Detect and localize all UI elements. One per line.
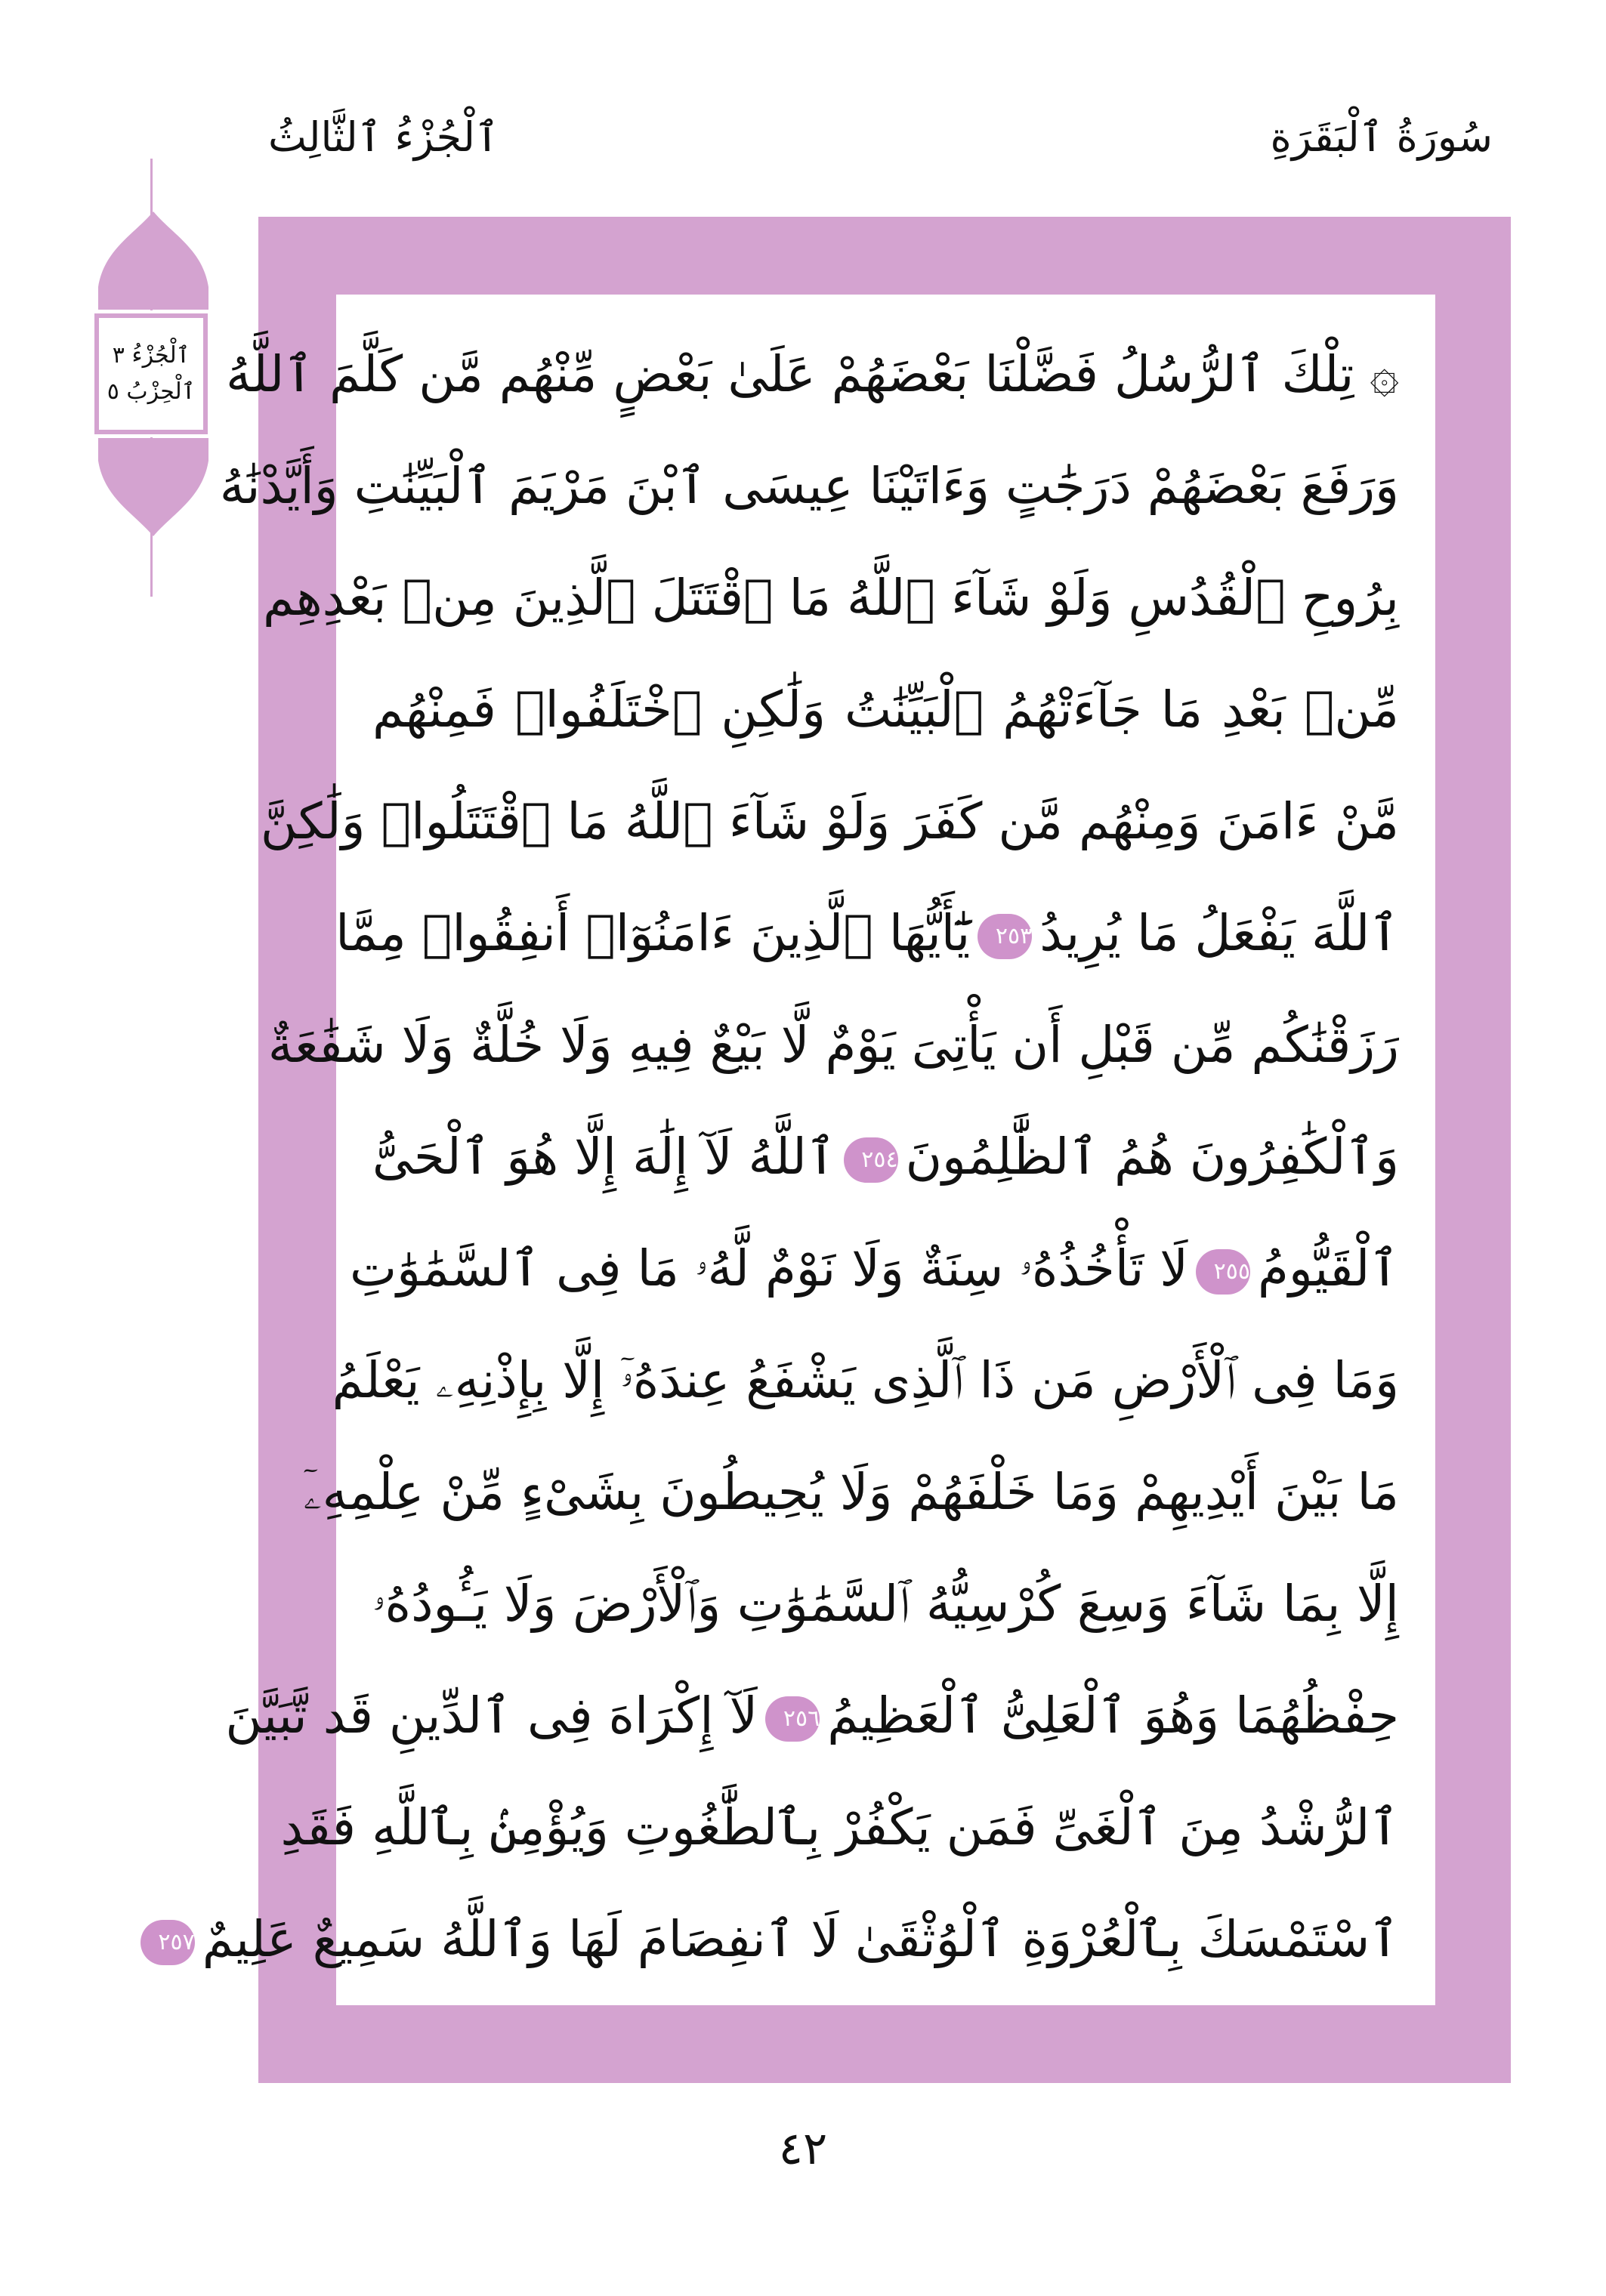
verse-line: مَّنْ ءَامَنَ وَمِنْهُم مَّن كَفَرَ وَلَوْ شَآءَ ٱللَّهُ مَا ٱقْتَتَلُوا۟ وَلَٰكِنَّ bbox=[260, 792, 1399, 850]
ayah-number-marker: ٢٥٦ bbox=[765, 1696, 820, 1742]
verse-line: مَا بَيْنَ أَيْدِيهِمْ وَمَا خَلْفَهُمْ وَلَا يُحِيطُونَ بِشَىْءٍ مِّنْ عِلْمِهِۦٓ bbox=[303, 1463, 1399, 1521]
ayah-number-marker: ٢٥٣ bbox=[977, 914, 1032, 959]
verse-line: وَمَا فِى ٱلْأَرْضِ مَن ذَا ٱلَّذِى يَشْفَعُ عِندَهُۥٓ إِلَّا بِإِذْنِهِۦ يَعْلَمُ bbox=[332, 1351, 1399, 1409]
ayah-number-marker: ٢٥٥ bbox=[1196, 1249, 1250, 1295]
verse-line: ٱلْقَيُّومُ٢٥٥لَا تَأْخُذُهُۥ سِنَةٌ وَلَا نَوْمٌ لَّهُۥ مَا فِى ٱلسَّمَٰوَٰتِ bbox=[349, 1239, 1399, 1298]
page-number: ٤٢ bbox=[778, 2122, 828, 2175]
juz-title: ٱلْجُزْءُ ٱلثَّالِثُ bbox=[268, 113, 499, 161]
verse-line: ٱلرُّشْدُ مِنَ ٱلْغَىِّ فَمَن يَكْفُرْ بِٱلطَّٰغُوتِ وَيُؤْمِنۢ بِٱللَّهِ فَقَدِ bbox=[280, 1798, 1399, 1856]
verse-line: ۞ تِلْكَ ٱلرُّسُلُ فَضَّلْنَا بَعْضَهُمْ عَلَىٰ بَعْضٍ مِّنْهُم مَّن كَلَّمَ ٱللَّهُ bbox=[226, 345, 1399, 403]
juz-hizb-marker bbox=[94, 313, 208, 434]
verse-line: مِّنۢ بَعْدِ مَا جَآءَتْهُمُ ٱلْبَيِّنَٰتُ وَلَٰكِنِ ٱخْتَلَفُوا۟ فَمِنْهُم bbox=[372, 680, 1399, 739]
verse-line: حِفْظُهُمَا وَهُوَ ٱلْعَلِىُّ ٱلْعَظِيمُ٢٥٦لَآ إِكْرَاهَ فِى ٱلدِّينِ قَد تَّبَيَّنَ bbox=[225, 1687, 1399, 1745]
ayah-number-marker: ٢٥٧ bbox=[141, 1920, 195, 1965]
verse-line: وَٱلْكَٰفِرُونَ هُمُ ٱلظَّٰلِمُونَ٢٥٤ٱللَّهُ لَآ إِلَٰهَ إِلَّا هُوَ ٱلْحَىُّ bbox=[372, 1128, 1399, 1186]
marker-juz-label: ٱلْجُزْءُ ٣ bbox=[112, 342, 190, 369]
ayah-number-marker: ٢٥٤ bbox=[844, 1137, 898, 1183]
verse-line: بِرُوحِ ٱلْقُدُسِ وَلَوْ شَآءَ ٱللَّهُ مَا ٱقْتَتَلَ ٱلَّذِينَ مِنۢ بَعْدِهِم bbox=[262, 569, 1399, 627]
surah-name: سُورَةُ ٱلْبَقَرَةِ bbox=[1270, 113, 1493, 161]
verse-line: ٱسْتَمْسَكَ بِٱلْعُرْوَةِ ٱلْوُثْقَىٰ لَا ٱنفِصَامَ لَهَا وَٱللَّهُ سَمِيعٌ عَلِيمٌ٢٥٧ bbox=[372, 1884, 1399, 1995]
verse-line: إِلَّا بِمَا شَآءَ وَسِعَ كُرْسِيُّهُ ٱلسَّمَٰوَٰتِ وَٱلْأَرْضَ وَلَا يَـُٔودُهُۥ bbox=[372, 1575, 1399, 1633]
verse-line: ٱللَّهَ يَفْعَلُ مَا يُرِيدُ٢٥٣يَٰٓأَيُّهَا ٱلَّذِينَ ءَامَنُوٓا۟ أَنفِقُوا۟ مِمَّا bbox=[335, 904, 1399, 962]
verse-line: وَرَفَعَ بَعْضَهُمْ دَرَجَٰتٍ وَءَاتَيْنَا عِيسَى ٱبْنَ مَرْيَمَ ٱلْبَيِّنَٰتِ وَأَيَّدْنَٰهُ bbox=[219, 457, 1399, 515]
text-panel bbox=[158, 295, 1435, 2005]
verse-line: رَزَقْنَٰكُم مِّن قَبْلِ أَن يَأْتِىَ يَوْمٌ لَّا بَيْعٌ فِيهِ وَلَا خُلَّةٌ وَلَا شَفَٰعَةٌ bbox=[267, 1016, 1399, 1074]
marker-hizb-label: ٱلْحِزْبُ ٥ bbox=[107, 378, 196, 405]
